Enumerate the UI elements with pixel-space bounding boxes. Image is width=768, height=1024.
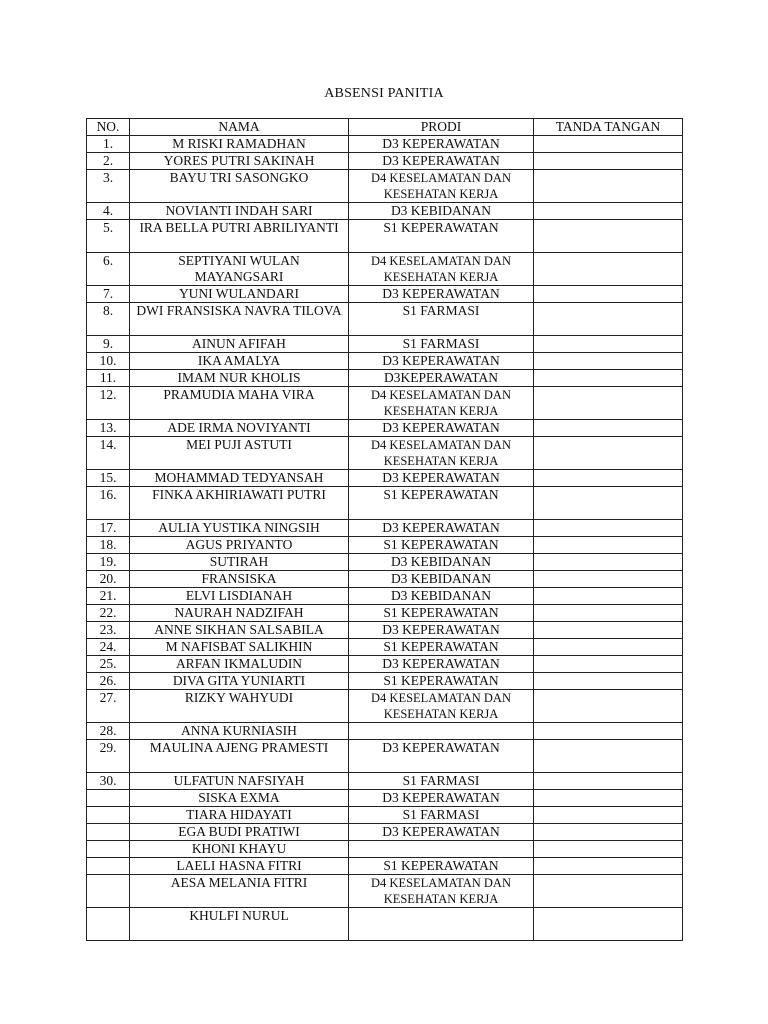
- table-row: [87, 387, 683, 420]
- row-tanda-tangan[interactable]: [534, 387, 683, 420]
- row-nama: FINKA AKHIRIAWATI PUTRI: [130, 487, 349, 520]
- header-tanda-tangan: TANDA TANGAN: [534, 119, 683, 136]
- row-prodi: D3 KEPERAWATAN: [349, 790, 534, 807]
- row-tanda-tangan[interactable]: [534, 370, 683, 387]
- row-prodi: S1 FARMASI: [349, 303, 534, 336]
- table-row: [87, 622, 683, 639]
- row-prodi: D3 KEPERAWATAN: [349, 656, 534, 673]
- table-header-row: [87, 119, 683, 136]
- table-row: [87, 537, 683, 554]
- row-tanda-tangan[interactable]: [534, 656, 683, 673]
- row-prodi: [349, 841, 534, 858]
- row-nama: MEI PUJI ASTUTI: [130, 437, 349, 470]
- table-row: [87, 520, 683, 537]
- row-nama: AULIA YUSTIKA NINGSIH: [130, 520, 349, 537]
- row-nama: AINUN AFIFAH: [130, 336, 349, 353]
- table-row: [87, 153, 683, 170]
- table-row: [87, 656, 683, 673]
- row-nama: EGA BUDI PRATIWI: [130, 824, 349, 841]
- row-nama: IMAM NUR KHOLIS: [130, 370, 349, 387]
- row-no: 5.: [87, 220, 130, 253]
- table-row: [87, 353, 683, 370]
- row-tanda-tangan[interactable]: [534, 253, 683, 286]
- row-no: [87, 790, 130, 807]
- row-nama: ULFATUN NAFSIYAH: [130, 773, 349, 790]
- row-no: 7.: [87, 286, 130, 303]
- table-row: [87, 673, 683, 690]
- table-row: [87, 420, 683, 437]
- row-prodi: S1 FARMASI: [349, 773, 534, 790]
- row-prodi: D3 KEPERAWATAN: [349, 622, 534, 639]
- row-no: 30.: [87, 773, 130, 790]
- row-tanda-tangan[interactable]: [534, 807, 683, 824]
- row-tanda-tangan[interactable]: [534, 220, 683, 253]
- table-row: [87, 605, 683, 622]
- row-nama: M NAFISBAT SALIKHIN: [130, 639, 349, 656]
- row-prodi: D4 KESELAMATAN DAN KESEHATAN KERJA: [349, 437, 534, 470]
- row-prodi: S1 FARMASI: [349, 807, 534, 824]
- row-nama: SISKA EXMA: [130, 790, 349, 807]
- row-no: 29.: [87, 740, 130, 773]
- table-row: [87, 858, 683, 875]
- row-nama: KHULFI NURUL: [130, 908, 349, 941]
- row-no: 15.: [87, 470, 130, 487]
- table-row: [87, 571, 683, 588]
- row-nama: DIVA GITA YUNIARTI: [130, 673, 349, 690]
- table-row: [87, 773, 683, 790]
- row-tanda-tangan[interactable]: [534, 487, 683, 520]
- row-no: 23.: [87, 622, 130, 639]
- row-tanda-tangan[interactable]: [534, 588, 683, 605]
- row-no: 10.: [87, 353, 130, 370]
- row-tanda-tangan[interactable]: [534, 286, 683, 303]
- row-prodi: S1 KEPERAWATAN: [349, 487, 534, 520]
- row-no: 11.: [87, 370, 130, 387]
- table-row: [87, 253, 683, 286]
- row-tanda-tangan[interactable]: [534, 571, 683, 588]
- row-tanda-tangan[interactable]: [534, 673, 683, 690]
- table-row: [87, 336, 683, 353]
- header-nama: NAMA: [130, 119, 349, 136]
- row-prodi: S1 KEPERAWATAN: [349, 537, 534, 554]
- row-no: 26.: [87, 673, 130, 690]
- table-row: [87, 639, 683, 656]
- row-tanda-tangan[interactable]: [534, 520, 683, 537]
- row-nama: BAYU TRI SASONGKO: [130, 170, 349, 203]
- row-no: 21.: [87, 588, 130, 605]
- row-nama: PRAMUDIA MAHA VIRA: [130, 387, 349, 420]
- table-row: [87, 370, 683, 387]
- row-no: [87, 824, 130, 841]
- header-no: NO.: [87, 119, 130, 136]
- row-prodi: S1 KEPERAWATAN: [349, 639, 534, 656]
- row-prodi: D3 KEPERAWATAN: [349, 136, 534, 153]
- table-row: [87, 437, 683, 470]
- row-no: 24.: [87, 639, 130, 656]
- table-row: [87, 203, 683, 220]
- row-nama: YUNI WULANDARI: [130, 286, 349, 303]
- row-prodi: S1 KEPERAWATAN: [349, 605, 534, 622]
- row-no: [87, 858, 130, 875]
- row-prodi: D4 KESELAMATAN DAN KESEHATAN KERJA: [349, 170, 534, 203]
- row-no: 6.: [87, 253, 130, 286]
- row-nama: TIARA HIDAYATI: [130, 807, 349, 824]
- row-prodi: D3 KEPERAWATAN: [349, 470, 534, 487]
- row-no: 4.: [87, 203, 130, 220]
- row-tanda-tangan[interactable]: [534, 858, 683, 875]
- row-tanda-tangan[interactable]: [534, 420, 683, 437]
- row-nama: AGUS PRIYANTO: [130, 537, 349, 554]
- row-nama: ARFAN IKMALUDIN: [130, 656, 349, 673]
- table-row: [87, 740, 683, 773]
- table-row: [87, 723, 683, 740]
- row-tanda-tangan[interactable]: [534, 622, 683, 639]
- row-tanda-tangan[interactable]: [534, 639, 683, 656]
- row-prodi: D4 KESELAMATAN DAN KESEHATAN KERJA: [349, 690, 534, 723]
- row-no: [87, 875, 130, 908]
- row-prodi: D3 KEPERAWATAN: [349, 824, 534, 841]
- table-row: [87, 470, 683, 487]
- row-no: 14.: [87, 437, 130, 470]
- row-prodi: [349, 908, 534, 941]
- row-tanda-tangan[interactable]: [534, 170, 683, 203]
- table-row: [87, 824, 683, 841]
- row-no: 16.: [87, 487, 130, 520]
- row-tanda-tangan[interactable]: [534, 353, 683, 370]
- row-no: 18.: [87, 537, 130, 554]
- table-row: [87, 220, 683, 253]
- row-no: 2.: [87, 153, 130, 170]
- row-no: 9.: [87, 336, 130, 353]
- row-tanda-tangan[interactable]: [534, 470, 683, 487]
- row-tanda-tangan[interactable]: [534, 303, 683, 336]
- table-row: [87, 875, 683, 908]
- row-nama: SEPTIYANI WULAN MAYANGSARI: [130, 253, 349, 286]
- row-tanda-tangan[interactable]: [534, 690, 683, 723]
- row-nama: MOHAMMAD TEDYANSAH: [130, 470, 349, 487]
- row-nama: NAURAH NADZIFAH: [130, 605, 349, 622]
- row-nama: LAELI HASNA FITRI: [130, 858, 349, 875]
- row-nama: DWI FRANSISKA NAVRA TILOVA: [130, 303, 349, 336]
- table-row: [87, 807, 683, 824]
- row-nama: IKA AMALYA: [130, 353, 349, 370]
- row-prodi: S1 KEPERAWATAN: [349, 220, 534, 253]
- table-row: [87, 588, 683, 605]
- row-prodi: D3 KEPERAWATAN: [349, 420, 534, 437]
- table-row: [87, 170, 683, 203]
- table-row: [87, 136, 683, 153]
- row-prodi: S1 KEPERAWATAN: [349, 673, 534, 690]
- row-no: 25.: [87, 656, 130, 673]
- row-no: 20.: [87, 571, 130, 588]
- row-nama: KHONI KHAYU: [130, 841, 349, 858]
- row-tanda-tangan[interactable]: [534, 723, 683, 740]
- row-tanda-tangan[interactable]: [534, 740, 683, 773]
- row-nama: ELVI LISDIANAH: [130, 588, 349, 605]
- row-tanda-tangan[interactable]: [534, 336, 683, 353]
- table-row: [87, 690, 683, 723]
- table-row: [87, 908, 683, 941]
- row-prodi: D3 KEBIDANAN: [349, 554, 534, 571]
- row-tanda-tangan[interactable]: [534, 841, 683, 858]
- row-prodi: S1 KEPERAWATAN: [349, 858, 534, 875]
- row-nama: RIZKY WAHYUDI: [130, 690, 349, 723]
- row-tanda-tangan[interactable]: [534, 875, 683, 908]
- row-nama: MAULINA AJENG PRAMESTI: [130, 740, 349, 773]
- row-no: 13.: [87, 420, 130, 437]
- row-no: 28.: [87, 723, 130, 740]
- header-prodi: PRODI: [349, 119, 534, 136]
- row-prodi: D3 KEBIDANAN: [349, 571, 534, 588]
- row-prodi: D3 KEPERAWATAN: [349, 520, 534, 537]
- row-nama: SUTIRAH: [130, 554, 349, 571]
- row-no: [87, 807, 130, 824]
- table-row: [87, 487, 683, 520]
- row-nama: YORES PUTRI SAKINAH: [130, 153, 349, 170]
- row-nama: FRANSISKA: [130, 571, 349, 588]
- row-no: [87, 908, 130, 941]
- row-tanda-tangan[interactable]: [534, 790, 683, 807]
- row-no: 27.: [87, 690, 130, 723]
- page-title: ABSENSI PANITIA: [324, 86, 444, 101]
- row-prodi: D3 KEBIDANAN: [349, 588, 534, 605]
- table-row: [87, 841, 683, 858]
- row-nama: ADE IRMA NOVIYANTI: [130, 420, 349, 437]
- row-nama: IRA BELLA PUTRI ABRILIYANTI: [130, 220, 349, 253]
- row-tanda-tangan[interactable]: [534, 203, 683, 220]
- table-row: [87, 286, 683, 303]
- row-tanda-tangan[interactable]: [534, 537, 683, 554]
- row-prodi: D4 KESELAMATAN DAN KESEHATAN KERJA: [349, 253, 534, 286]
- row-nama: ANNE SIKHAN SALSABILA: [130, 622, 349, 639]
- row-no: 12.: [87, 387, 130, 420]
- row-prodi: [349, 723, 534, 740]
- row-prodi: D3 KEPERAWATAN: [349, 286, 534, 303]
- table-row: [87, 790, 683, 807]
- table-row: [87, 303, 683, 336]
- row-prodi: D4 KESELAMATAN DAN KESEHATAN KERJA: [349, 387, 534, 420]
- row-tanda-tangan[interactable]: [534, 773, 683, 790]
- row-no: 1.: [87, 136, 130, 153]
- row-nama: ANNA KURNIASIH: [130, 723, 349, 740]
- table-row: [87, 554, 683, 571]
- row-no: 19.: [87, 554, 130, 571]
- row-no: 8.: [87, 303, 130, 336]
- row-tanda-tangan[interactable]: [534, 824, 683, 841]
- row-no: 3.: [87, 170, 130, 203]
- row-nama: AESA MELANIA FITRI: [130, 875, 349, 908]
- row-prodi: D3 KEBIDANAN: [349, 203, 534, 220]
- row-tanda-tangan[interactable]: [534, 136, 683, 153]
- row-prodi: D4 KESELAMATAN DAN KESEHATAN KERJA: [349, 875, 534, 908]
- row-prodi: D3 KEPERAWATAN: [349, 153, 534, 170]
- row-tanda-tangan[interactable]: [534, 153, 683, 170]
- row-no: 22.: [87, 605, 130, 622]
- row-prodi: D3 KEPERAWATAN: [349, 740, 534, 773]
- row-tanda-tangan[interactable]: [534, 605, 683, 622]
- row-no: 17.: [87, 520, 130, 537]
- row-tanda-tangan[interactable]: [534, 554, 683, 571]
- attendance-table: [86, 118, 683, 941]
- row-nama: NOVIANTI INDAH SARI: [130, 203, 349, 220]
- row-prodi: S1 FARMASI: [349, 336, 534, 353]
- row-tanda-tangan[interactable]: [534, 437, 683, 470]
- row-tanda-tangan[interactable]: [534, 908, 683, 941]
- row-no: [87, 841, 130, 858]
- row-prodi: D3 KEPERAWATAN: [349, 353, 534, 370]
- row-nama: M RISKI RAMADHAN: [130, 136, 349, 153]
- row-prodi: D3KEPERAWATAN: [349, 370, 534, 387]
